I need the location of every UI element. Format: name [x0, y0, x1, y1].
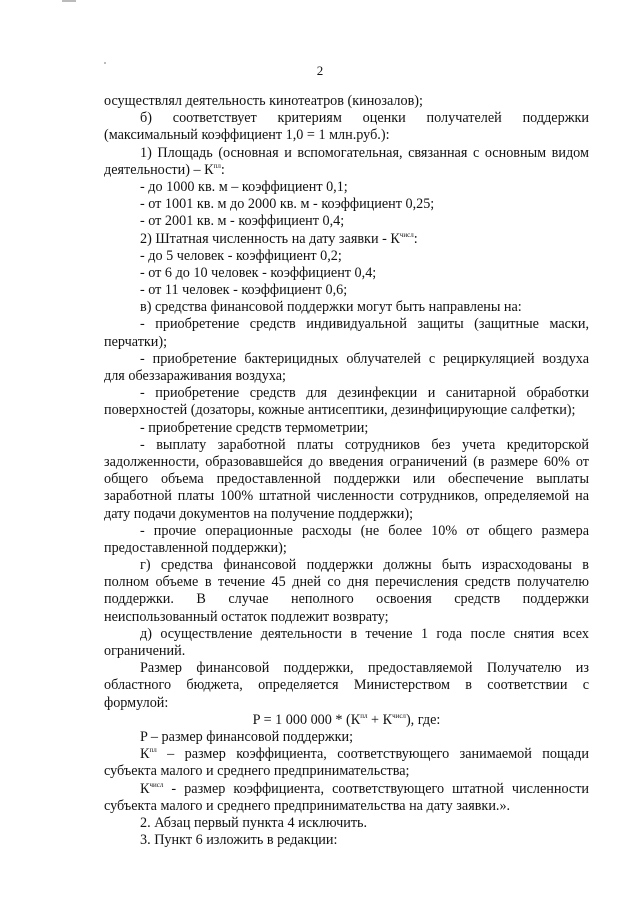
document-body [104, 93, 589, 849]
text-line: ограничений. [104, 643, 186, 659]
text-line: - выплату заработной платы сотрудников без учета кредиторской [140, 436, 589, 453]
scan-dot [104, 62, 106, 64]
text-line: Размер финансовой поддержки, предоставляемой Получателю из [140, 660, 589, 677]
text-line: формулой: [104, 694, 169, 711]
page-number: 2 [316, 63, 324, 78]
text-line: поддержки. В случае неполного освоения средств поддержки [104, 591, 589, 608]
text-line: (максимальный коэффициент 1,0 = 1 млн.руб.): [104, 127, 390, 144]
text-line: $К^{числ}$ - размер коэффициента, соответствующего штатной численности [140, 780, 589, 797]
text-line: - от 1001 кв. м до 2000 кв. м - коэффициент 0,25; [140, 196, 435, 213]
text-line: - от 2001 кв. м - коэффициент 0,4; [140, 213, 345, 230]
text-line: областного бюджета, определяется Министерством в соответствии с [104, 677, 589, 694]
text-line: субъекта малого и среднего предпринимательства; [104, 763, 410, 780]
text-line: P – размер финансовой поддержки; [140, 728, 354, 745]
text-line: в) средства финансовой поддержки могут быть направлены на: [140, 299, 522, 316]
text-line: - приобретение средств индивидуальной защиты (защитные маски, [140, 316, 589, 333]
text-line: полном объеме в течение 45 дней со дня перечисления средств получателю [104, 574, 589, 591]
text-line: неиспользованный остаток подлежит возврату; [104, 608, 389, 625]
text-line: 2. Абзац первый пункта 4 исключить. [140, 814, 368, 831]
text-line: б) соответствует критериям оценки получателей поддержки [140, 110, 589, 127]
text-line: 1) Площадь (основная и вспомогательная, связанная с основным видом [140, 144, 589, 161]
text-line: общего объема предоставленной поддержки или обеспечение выплаты [104, 471, 589, 488]
text-line: деятельности) – $К^{пл}$: [104, 161, 225, 178]
text-line: - приобретение средств термометрии; [140, 419, 369, 436]
text-line: заработной платы 100% штатной численности сотрудников, определяемой на [104, 488, 589, 505]
text-line: задолженности, образовавшейся до введения ограничений (в размере 60% от [104, 453, 589, 470]
text-line: осуществлял деятельность кинотеатров (кинозалов); [104, 93, 423, 109]
text-line: д) осуществление деятельности в течение 1 года после снятия всех [140, 625, 589, 642]
text-line: - приобретение бактерицидных облучателей с рециркуляцией воздуха [140, 350, 589, 367]
text-line: - до 1000 кв. м – коэффициент 0,1; [140, 178, 348, 195]
text-line: поверхностей (дозаторы, кожные антисептики, дезинфицирующие салфетки); [104, 402, 576, 419]
text-line: - до 5 человек - коэффициент 0,2; [140, 247, 342, 264]
text-line: - от 6 до 10 человек - коэффициент 0,4; [140, 264, 377, 281]
text-line: перчатки); [104, 333, 168, 350]
text-line: $К^{пл}$ – размер коэффициента, соответствующего занимаемой пощади [140, 746, 589, 763]
text-line: г) средства финансовой поддержки должны быть израсходованы в [140, 557, 589, 574]
text-line: - приобретение средств для дезинфекции и санитарной обработки [140, 385, 589, 402]
text-line: - от 11 человек - коэффициент 0,6; [140, 282, 348, 299]
text-line: субъекта малого и среднего предпринимательства на дату заявки.». [104, 797, 511, 814]
text-line: предоставленной поддержки); [104, 539, 287, 556]
text-line: для обеззараживания воздуха; [104, 368, 286, 384]
text-line: - прочие операционные расходы (не более 10% от общего размера [140, 522, 589, 539]
text-line: дату подачи документов на получение поддержки); [104, 505, 414, 522]
text-line: 3. Пункт 6 изложить в редакции: [140, 832, 338, 849]
text-line: 2) Штатная численность на дату заявки - $К^{числ}$: [140, 230, 418, 247]
text-line: P = 1 000 $000 * (К^{пл} + К^{числ})$, где: [252, 711, 441, 728]
scan-mark [62, 0, 76, 2]
